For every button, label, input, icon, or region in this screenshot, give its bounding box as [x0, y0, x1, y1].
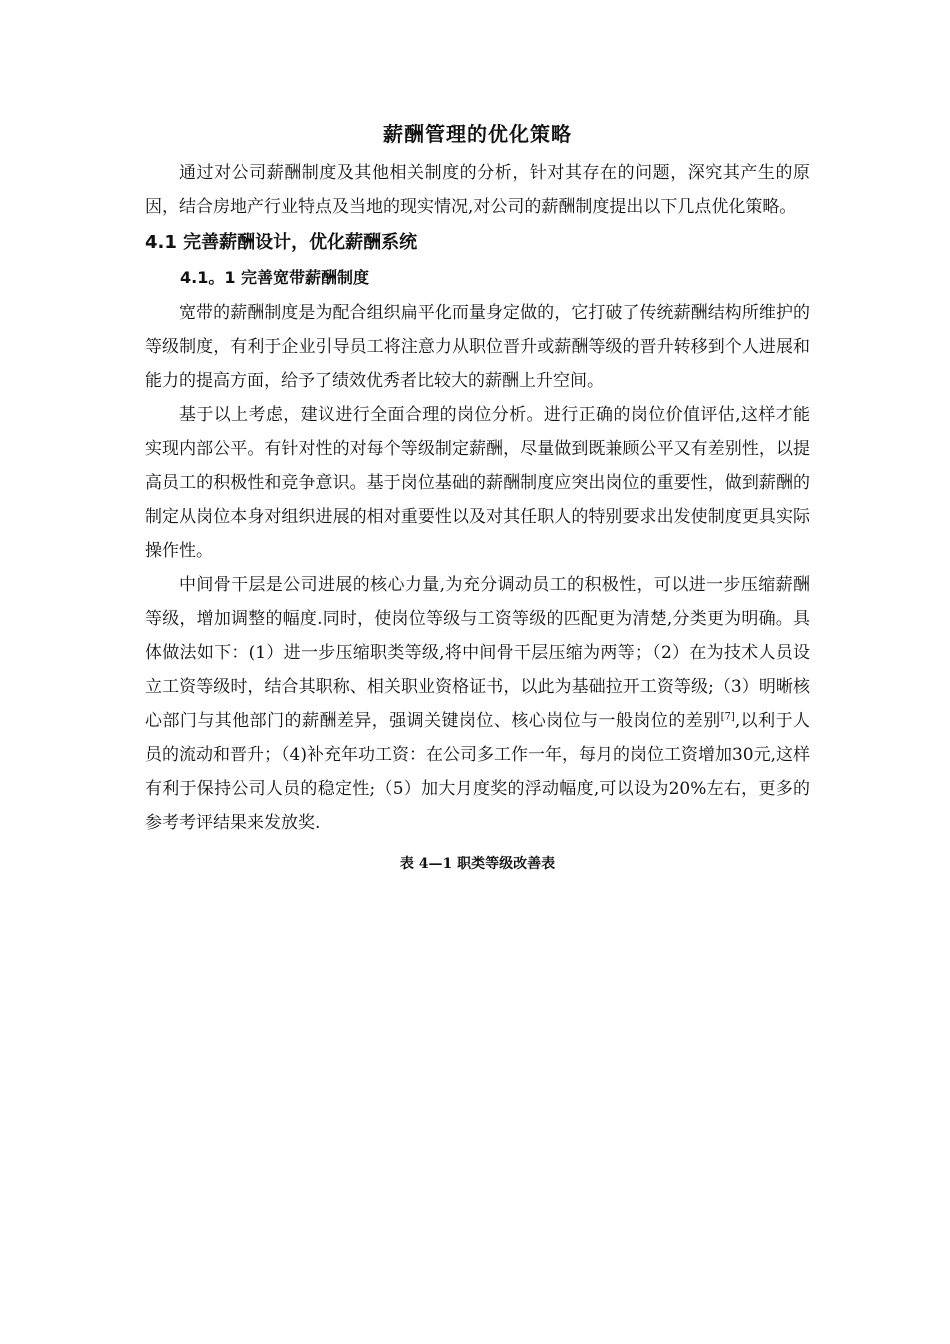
subsection-heading-4-1-1: 4.1。1 完善宽带薪酬制度 — [180, 268, 370, 287]
body-paragraph: 基于以上考虑，建议进行全面合理的岗位分析。进行正确的岗位价值评估,这样才能实现内部公平。有针对性的对每个等级制定薪酬，尽量做到既兼顾公平又有差别性，以提高员工的积极性和竞争意识。基于岗位基础的薪酬制度应突出岗位的重要性，做到薪酬的制定从岗位本身对组织进展的相对重要性以及对其任职人的特别要求出发使制度更具实际操作性。 — [145, 405, 810, 561]
document-body — [145, 118, 810, 876]
document-title: 薪酬管理的优化策略 — [383, 122, 572, 146]
intro-paragraph: 通过对公司薪酬制度及其他相关制度的分析，针对其存在的问题，深究其产生的原因，结合房地产行业特点及当地的现实情况,对公司的薪酬制度提出以下几点优化策略。 — [145, 163, 810, 217]
paragraph-text-part: ,以利于人员的流动和晋升；（4)补充年功工资：在公司多工作一年，每月的岗位工资增加30元,这样有利于保持公司人员的稳定性;（5）加大月度奖的浮动幅度,可以设为20%左右，更多的参考考评结果来发放奖. — [145, 711, 811, 833]
section-heading-4-1: 4.1 完善薪酬设计，优化薪酬系统 — [145, 232, 418, 253]
citation-reference: [7] — [720, 711, 735, 723]
body-paragraph: 宽带的薪酬制度是为配合组织扁平化而量身定做的，它打破了传统薪酬结构所维护的等级制度，有利于企业引导员工将注意力从职位晋升或薪酬等级的晋升转移到个人进展和能力的提高方面，给予了绩效优秀者比较大的薪酬上升空间。 — [145, 303, 810, 391]
body-paragraph-with-citation — [145, 568, 810, 840]
table-caption: 表 4—1 职类等级改善表 — [399, 856, 556, 872]
paragraph-text-part: 中间骨干层是公司进展的核心力量,为充分调动员工的积极性，可以进一步压缩薪酬等级，增加调整的幅度.同时，使岗位等级与工资等级的匹配更为清楚,分类更为明确。具体做法如下：(1）进一步压缩职类等级,将中间骨干层压缩为两等；（2）在为技术人员设立工资等级时，结合其职称、相关职业资格证书，以此为基础拉开工资等级;（3）明晰核心部门与其他部门的薪酬差异，强调关键岗位、核心岗位与一般岗位的差别 — [145, 575, 810, 731]
